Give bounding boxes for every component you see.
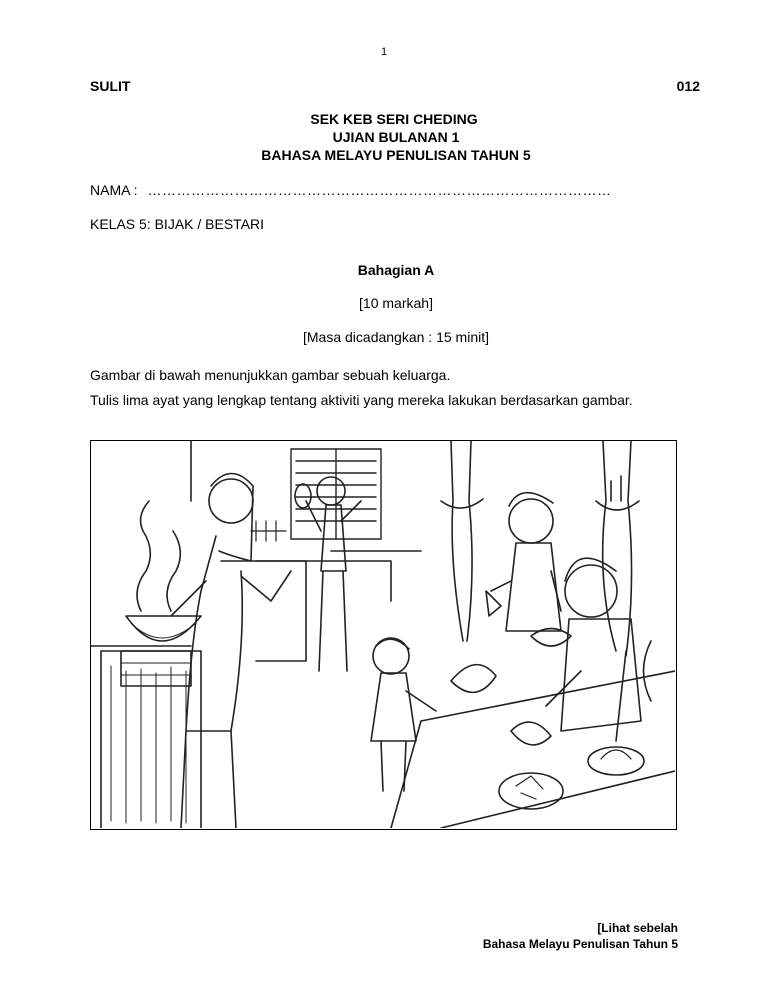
stove-cabinet — [101, 501, 201, 828]
school-name: SEK KEB SERI CHEDING — [310, 111, 478, 127]
brother-figure — [486, 493, 561, 631]
exam-name: UJIAN BULANAN 1 — [332, 129, 460, 145]
subject-title: BAHASA MELAYU PENULISAN TAHUN 5 — [261, 147, 531, 163]
section-title: Bahagian A — [357, 262, 435, 278]
kitchen-window — [291, 449, 381, 539]
sister-figure — [295, 477, 361, 671]
family-illustration — [90, 440, 677, 830]
instruction-line-1: Gambar di bawah menunjukkan gambar sebuah keluarga. — [90, 367, 451, 383]
dining-table — [391, 629, 675, 829]
suggested-time: [Masa dicadangkan : 15 minit] — [303, 329, 489, 345]
name-field — [90, 182, 611, 198]
paper-code: 012 — [676, 78, 700, 94]
turn-over-note: [Lihat sebelah — [597, 921, 678, 935]
page-number: 1 — [380, 46, 388, 58]
father-figure — [546, 558, 651, 741]
section-marks: [10 markah] — [359, 295, 433, 311]
instruction-line-2: Tulis lima ayat yang lengkap tentang aktiviti yang mereka lakukan berdasarkan gambar. — [90, 392, 633, 408]
little-girl-figure — [371, 638, 436, 791]
classification-label: SULIT — [90, 78, 131, 94]
name-dotted-line: …………………………………………………………………………………… — [147, 182, 612, 198]
footer-subject: Bahasa Melayu Penulisan Tahun 5 — [482, 937, 678, 951]
class-field: KELAS 5: BIJAK / BESTARI — [90, 216, 265, 232]
curtains — [441, 441, 639, 656]
name-label: NAMA : — [90, 182, 138, 198]
